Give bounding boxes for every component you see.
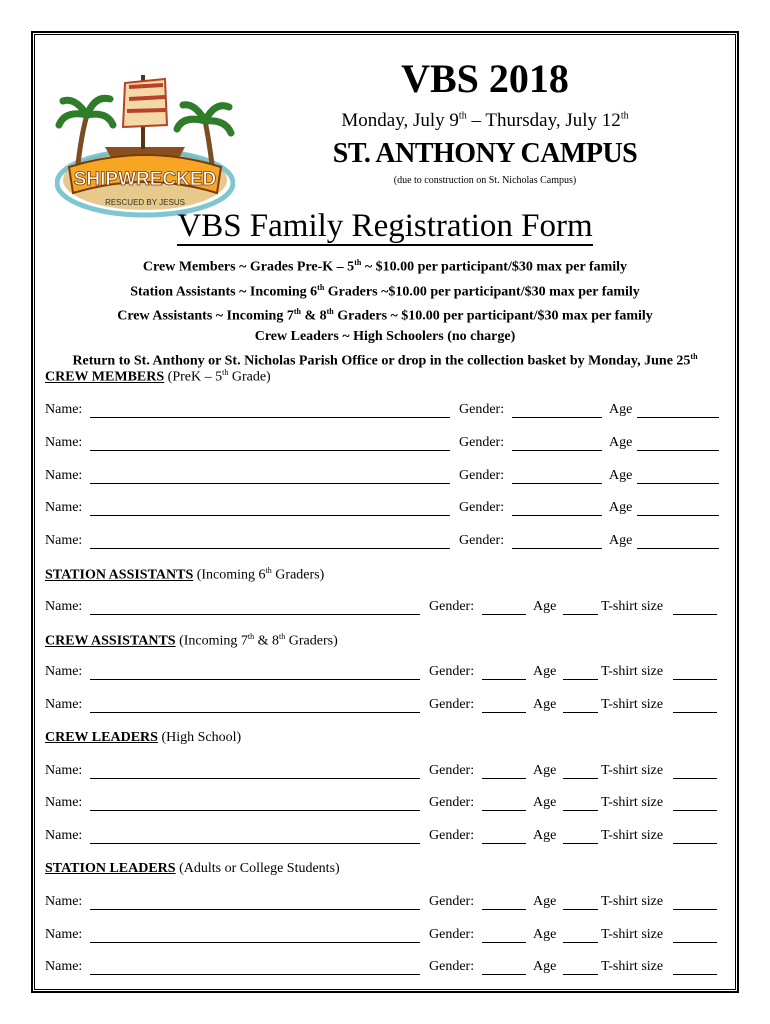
tshirt-size-field[interactable] <box>673 909 717 910</box>
tshirt-label: T-shirt size <box>601 894 664 909</box>
tshirt-label: T-shirt size <box>601 664 664 679</box>
tshirt-label: T-shirt size <box>601 927 664 942</box>
gender-field[interactable] <box>482 712 526 713</box>
age-label: Age <box>533 795 557 810</box>
age-field[interactable] <box>563 712 598 713</box>
tshirt-label: T-shirt size <box>601 599 664 614</box>
age-field[interactable] <box>563 974 598 975</box>
name-label: Name: <box>45 435 83 450</box>
registration-row <box>45 468 725 488</box>
registration-row <box>45 500 725 520</box>
gender-label: Gender: <box>429 664 475 679</box>
campus-heading: ST. ANTHONY CAMPUS <box>332 138 638 169</box>
age-label: Age <box>533 828 557 843</box>
gender-field[interactable] <box>482 810 526 811</box>
return-instructions: Return to St. Anthony or St. Nicholas Parish Office or drop in the collection basket by Monday, June 25th <box>72 351 698 369</box>
registration-row <box>45 664 725 684</box>
name-label: Name: <box>45 828 83 843</box>
form-title: VBS Family Registration Form <box>177 208 593 244</box>
name-label: Name: <box>45 500 83 515</box>
registration-row <box>45 533 725 553</box>
age-field[interactable] <box>563 843 598 844</box>
section-station-assistants: STATION ASSISTANTS (Incoming 6th Graders) <box>45 566 325 583</box>
age-label: Age <box>533 697 557 712</box>
registration-row <box>45 795 725 815</box>
age-label: Age <box>609 500 633 515</box>
pricing-crew-assistants: Crew Assistants ~ Incoming 7th & 8th Graders ~ $10.00 per participant/$30 max per family <box>117 307 653 324</box>
tshirt-size-field[interactable] <box>673 778 717 779</box>
age-label: Age <box>533 894 557 909</box>
tshirt-label: T-shirt size <box>601 697 664 712</box>
name-field[interactable] <box>90 450 450 451</box>
age-label: Age <box>609 435 633 450</box>
tshirt-label: T-shirt size <box>601 828 664 843</box>
name-field[interactable] <box>90 810 420 811</box>
name-field[interactable] <box>90 974 420 975</box>
name-field[interactable] <box>90 483 450 484</box>
age-field[interactable] <box>563 909 598 910</box>
registration-row <box>45 959 725 979</box>
name-field[interactable] <box>90 614 420 615</box>
gender-label: Gender: <box>459 435 505 450</box>
name-field[interactable] <box>90 909 420 910</box>
name-field[interactable] <box>90 942 420 943</box>
registration-row <box>45 599 725 619</box>
name-label: Name: <box>45 894 83 909</box>
gender-field[interactable] <box>512 548 602 549</box>
age-label: Age <box>533 763 557 778</box>
tshirt-size-field[interactable] <box>673 679 717 680</box>
logo-subtitle: RESCUED BY JESUS <box>105 198 185 207</box>
name-field[interactable] <box>90 417 450 418</box>
name-field[interactable] <box>90 843 420 844</box>
gender-label: Gender: <box>429 795 475 810</box>
gender-field[interactable] <box>482 909 526 910</box>
name-label: Name: <box>45 599 83 614</box>
pricing-crew-members: Crew Members ~ Grades Pre-K – 5th ~ $10.00 per participant/$30 max per family <box>142 258 628 275</box>
age-field[interactable] <box>637 483 719 484</box>
registration-row <box>45 927 725 947</box>
age-field[interactable] <box>563 778 598 779</box>
age-field[interactable] <box>563 614 598 615</box>
tshirt-label: T-shirt size <box>601 959 664 974</box>
registration-row <box>45 828 725 848</box>
name-field[interactable] <box>90 548 450 549</box>
name-label: Name: <box>45 763 83 778</box>
pricing-crew-leaders: Crew Leaders ~ High Schoolers (no charge) <box>254 328 516 344</box>
gender-field[interactable] <box>482 942 526 943</box>
gender-field[interactable] <box>512 450 602 451</box>
age-label: Age <box>533 927 557 942</box>
section-crew-leaders: CREW LEADERS (High School) <box>45 730 242 745</box>
gender-field[interactable] <box>482 843 526 844</box>
age-field[interactable] <box>637 450 719 451</box>
name-field[interactable] <box>90 712 420 713</box>
logo-title: SHIPWRECKED <box>73 169 217 190</box>
age-label: Age <box>609 468 633 483</box>
gender-field[interactable] <box>512 417 602 418</box>
age-field[interactable] <box>563 679 598 680</box>
tshirt-size-field[interactable] <box>673 712 717 713</box>
tshirt-size-field[interactable] <box>673 810 717 811</box>
registration-row <box>45 697 725 717</box>
page-title: VBS 2018 <box>401 56 569 101</box>
name-label: Name: <box>45 927 83 942</box>
age-field[interactable] <box>637 417 719 418</box>
section-crew-assistants: CREW ASSISTANTS (Incoming 7th & 8th Graders) <box>45 632 338 649</box>
tshirt-size-field[interactable] <box>673 942 717 943</box>
gender-field[interactable] <box>512 515 602 516</box>
gender-field[interactable] <box>482 614 526 615</box>
tshirt-size-field[interactable] <box>673 614 717 615</box>
gender-field[interactable] <box>482 974 526 975</box>
gender-label: Gender: <box>429 894 475 909</box>
tshirt-size-field[interactable] <box>673 843 717 844</box>
gender-field[interactable] <box>482 679 526 680</box>
gender-field[interactable] <box>482 778 526 779</box>
gender-label: Gender: <box>429 959 475 974</box>
age-label: Age <box>533 599 557 614</box>
tshirt-size-field[interactable] <box>673 974 717 975</box>
gender-label: Gender: <box>429 927 475 942</box>
campus-note: (due to construction on St. Nicholas Campus) <box>393 175 577 186</box>
gender-label: Gender: <box>459 468 505 483</box>
gender-label: Gender: <box>429 599 475 614</box>
age-label: Age <box>609 533 633 548</box>
age-label: Age <box>609 402 633 417</box>
name-label: Name: <box>45 697 83 712</box>
pricing-info <box>0 253 770 372</box>
tshirt-label: T-shirt size <box>601 795 664 810</box>
name-field[interactable] <box>90 515 450 516</box>
shipwrecked-logo <box>55 55 235 220</box>
event-dates: Monday, July 9th – Thursday, July 12th <box>341 110 629 131</box>
name-field[interactable] <box>90 778 420 779</box>
name-field[interactable] <box>90 679 420 680</box>
tshirt-label: T-shirt size <box>601 763 664 778</box>
age-field[interactable] <box>637 515 719 516</box>
gender-label: Gender: <box>459 402 505 417</box>
registration-row <box>45 894 725 914</box>
age-field[interactable] <box>563 810 598 811</box>
age-field[interactable] <box>637 548 719 549</box>
name-label: Name: <box>45 664 83 679</box>
age-label: Age <box>533 664 557 679</box>
name-label: Name: <box>45 795 83 810</box>
pricing-station-assistants: Station Assistants ~ Incoming 6th Graders ~$10.00 per participant/$30 max per family <box>130 282 640 300</box>
gender-label: Gender: <box>459 533 505 548</box>
age-label: Age <box>533 959 557 974</box>
name-label: Name: <box>45 402 83 417</box>
gender-label: Gender: <box>429 828 475 843</box>
gender-label: Gender: <box>459 500 505 515</box>
gender-label: Gender: <box>429 763 475 778</box>
gender-field[interactable] <box>512 483 602 484</box>
name-label: Name: <box>45 959 83 974</box>
section-station-leaders: STATION LEADERS (Adults or College Students) <box>45 861 340 876</box>
name-label: Name: <box>45 468 83 483</box>
registration-row <box>45 763 725 783</box>
name-label: Name: <box>45 533 83 548</box>
registration-row <box>45 435 725 455</box>
section-crew-members: CREW MEMBERS (PreK – 5th Grade) <box>45 368 271 385</box>
age-field[interactable] <box>563 942 598 943</box>
gender-label: Gender: <box>429 697 475 712</box>
registration-row <box>45 402 725 422</box>
